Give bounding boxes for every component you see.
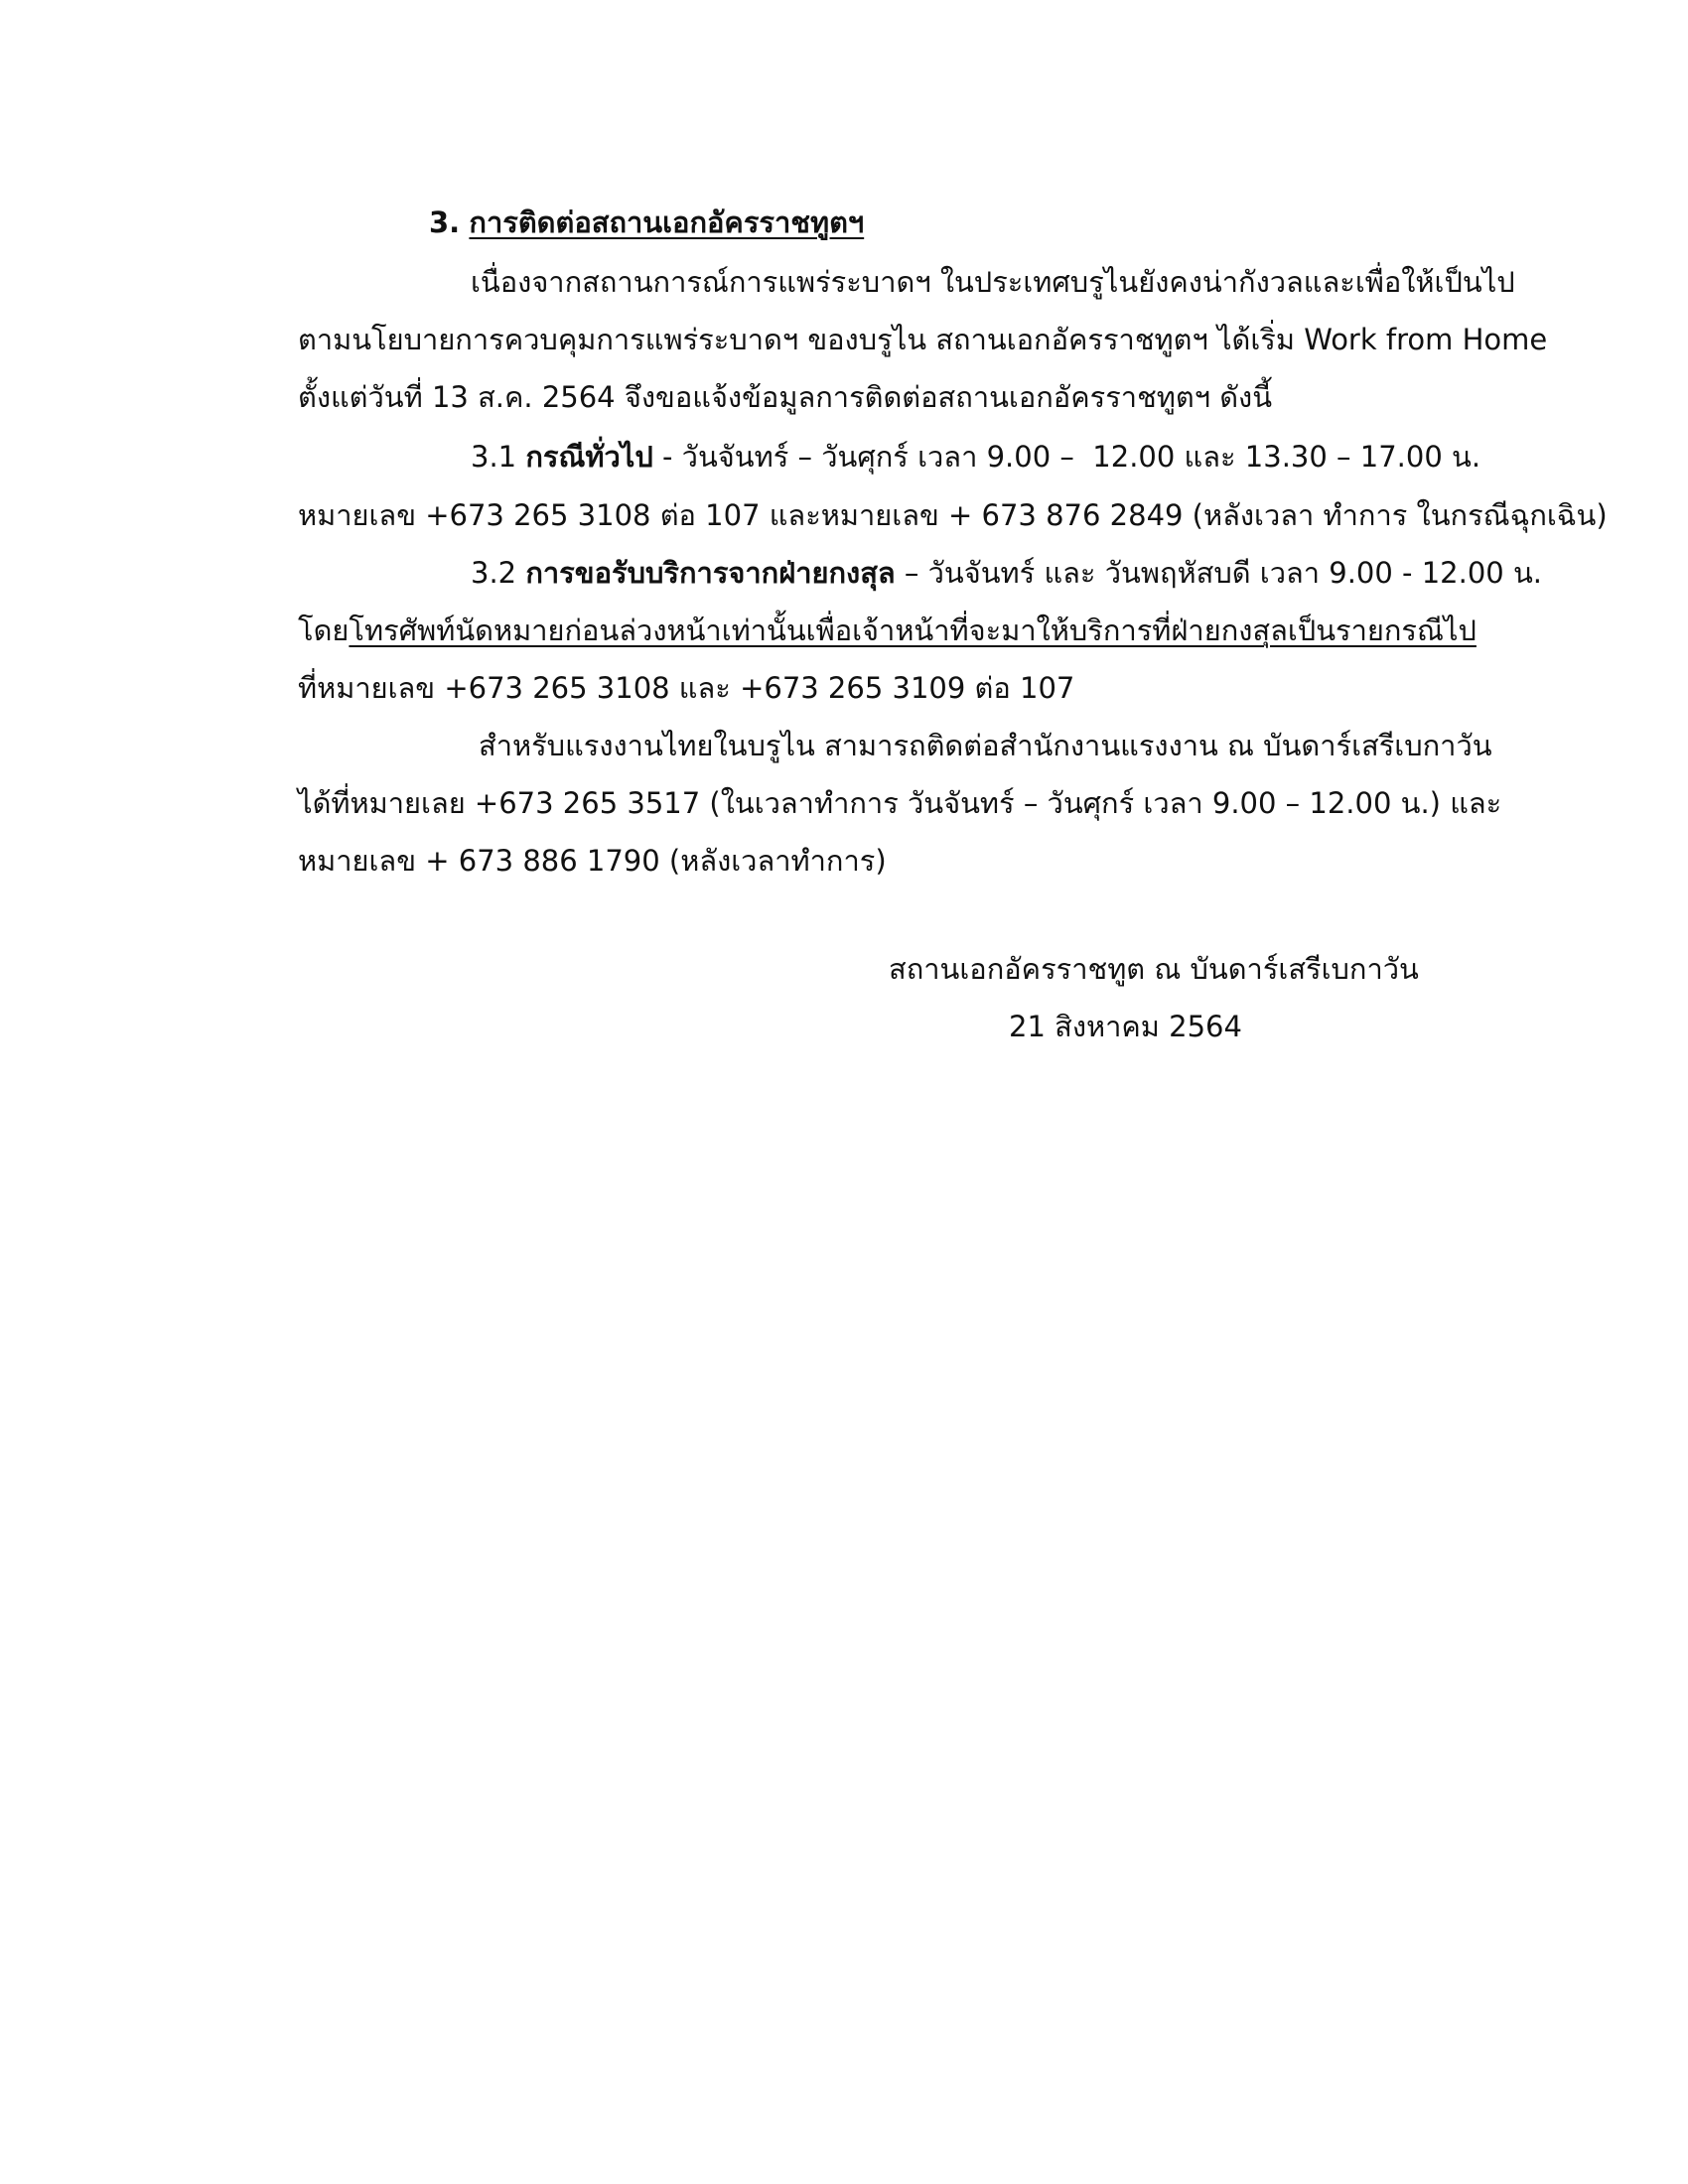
subsection-3-2-number: 3.2 [471, 556, 517, 590]
signature-office: สถานเอกอัครราชทูต ณ บันดาร์เสรีเบกาวัน [889, 952, 1419, 986]
subsection-3-1-number: 3.1 [471, 440, 517, 474]
subsection-3-2-line-1 [471, 553, 1542, 593]
labour-line-2: ได้ที่หมายเลย +673 265 3517 (ในเวลาทำการ วันจันทร์ – วันศุกร์ เวลา 9.00 – 12.00 น.) และ [298, 786, 1502, 820]
subsection-3-2-appointment-note: โทรศัพท์นัดหมายก่อนล่วงหน้าเท่านั้นเพื่อเจ้าหน้าที่จะมาให้บริการที่ฝ่ายกงสุลเป็นรายกรณีไป [349, 614, 1477, 647]
intro-line-1: เนื่องจากสถานการณ์การแพร่ระบาดฯ ในประเทศบรูไนยังคงน่ากังวลและเพื่อให้เป็นไป [471, 265, 1515, 299]
subsection-3-2-line-2 [298, 611, 1477, 650]
subsection-3-2-title: การขอรับบริการจากฝ่ายกงสุล [525, 556, 896, 590]
labour-line-1: สำหรับแรงงานไทยในบรูไน สามารถติดต่อสำนักงานแรงงาน ณ บันดาร์เสรีเบกาวัน [479, 729, 1492, 762]
subsection-3-2-hours: – วันจันทร์ และ วันพฤหัสบดี เวลา 9.00 - 12.00 น. [895, 556, 1542, 590]
subsection-3-2-line-3: ที่หมายเลข +673 265 3108 และ +673 265 3109 ต่อ 107 [298, 671, 1075, 705]
subsection-3-1-hours: - วันจันทร์ – วันศุกร์ เวลา 9.00 – 12.00 และ 13.30 – 17.00 น. [652, 440, 1481, 474]
intro-line-3: ตั้งแต่วันที่ 13 ส.ค. 2564 จึงขอแจ้งข้อมูลการติดต่อสถานเอกอัครราชทูตฯ ดังนี้ [298, 380, 1273, 414]
subsection-3-1-title: กรณีทั่วไป [525, 440, 653, 474]
subsection-3-1-line-2: หมายเลข +673 265 3108 ต่อ 107 และหมายเลข + 673 876 2849 (หลังเวลา ทำการ ในกรณีฉุกเฉิน) [298, 498, 1608, 532]
subsection-3-1-line-1 [471, 437, 1480, 477]
signature-date: 21 สิงหาคม 2564 [1009, 1010, 1242, 1043]
section-number: 3. [429, 205, 461, 239]
section-heading [429, 203, 864, 242]
labour-line-3: หมายเลข + 673 886 1790 (หลังเวลาทำการ) [298, 844, 887, 878]
intro-line-2: ตามนโยบายการควบคุมการแพร่ระบาดฯ ของบรูไน สถานเอกอัครราชทูตฯ ได้เริ่ม Work from Home [298, 323, 1548, 356]
section-title: การติดต่อสถานเอกอัครราชทูตฯ [469, 205, 865, 239]
subsection-3-2-prefix: โดย [298, 614, 350, 647]
